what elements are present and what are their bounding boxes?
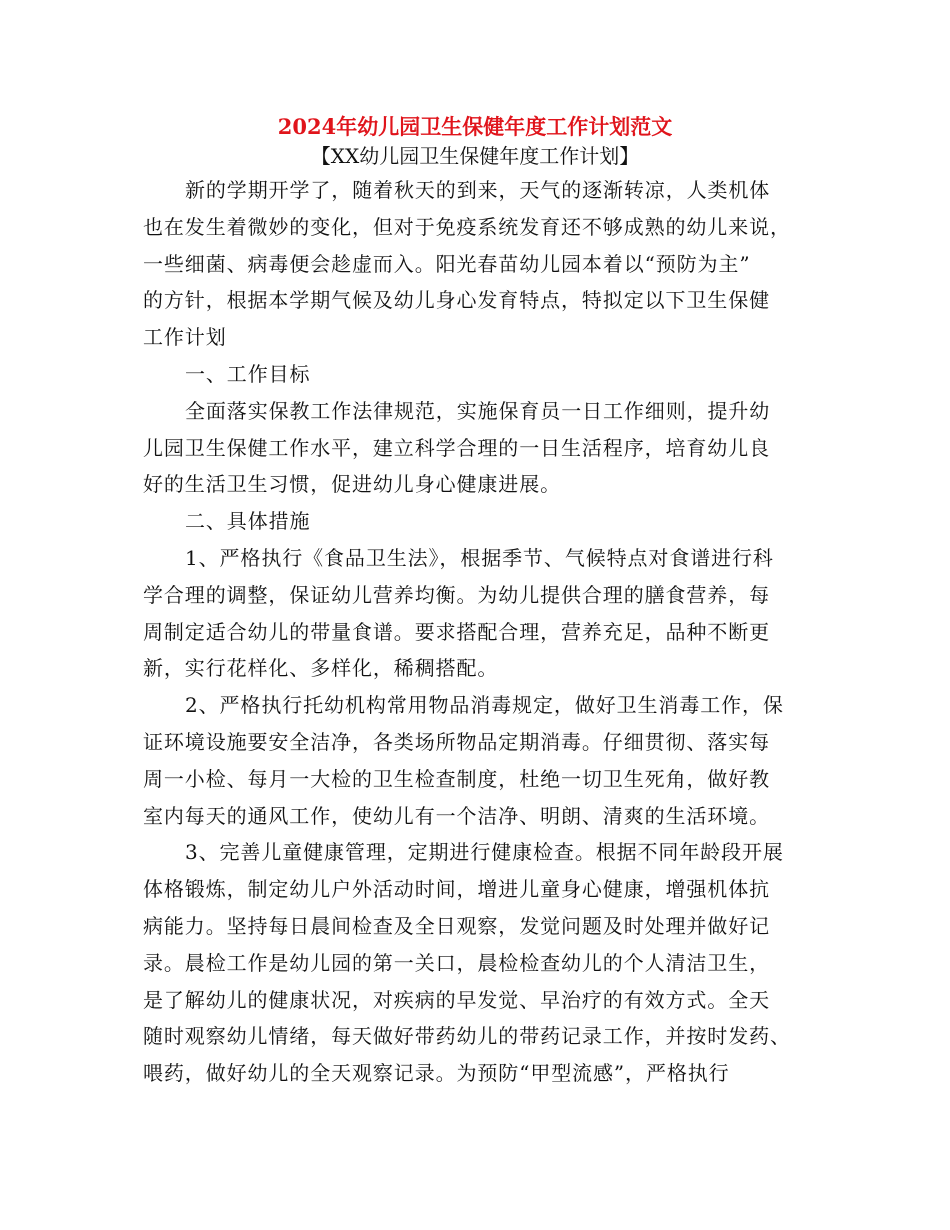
paragraph-measure-1-line: 周制定适合幼儿的带量食谱。要求搭配合理，营养充足，品种不断更: [143, 619, 770, 644]
paragraph-intro-line: 的方针，根据本学期气候及幼儿身心发育特点，特拟定以下卫生保健: [143, 288, 770, 313]
paragraph-measure-3-line: 3、完善儿童健康管理，定期进行健康检查。根据不同年龄段开展: [185, 840, 784, 865]
paragraph-measure-3-line: 病能力。坚持每日晨间检查及全日观察，发觉问题及时处理并做好记: [143, 913, 770, 938]
document-body: [143, 172, 807, 1092]
section-heading-goals: 一、工作目标: [185, 361, 311, 386]
paragraph-measure-1-line: 新，实行花样化、多样化，稀稠搭配。: [143, 656, 499, 681]
paragraph-intro-line: 工作计划: [143, 325, 227, 350]
paragraph-measure-2-line: 室内每天的通风工作，使幼儿有一个洁净、明朗、清爽的生活环境。: [143, 803, 770, 828]
document-title: 2024年幼儿园卫生保健年度工作计划范文: [277, 114, 673, 139]
paragraph-measure-3-line: 随时观察幼儿情绪，每天做好带药幼儿的带药记录工作，并按时发药、: [143, 1024, 791, 1049]
paragraph-intro-line: 新的学期开学了，随着秋天的到来，天气的逐渐转凉，人类机体: [185, 178, 771, 202]
paragraph-intro-line: 也在发生着微妙的变化，但对于免疫系统发育还不够成熟的幼儿来说，: [143, 214, 791, 239]
paragraph-measure-3-line: 喂药，做好幼儿的全天观察记录。为预防“甲型流感”，严格执行: [143, 1061, 730, 1086]
paragraph-measure-2-line: 证环境设施要安全洁净，各类场所物品定期消毒。仔细贯彻、落实每: [143, 729, 770, 754]
paragraph-measure-3-line: 录。晨检工作是幼儿园的第一关口，晨检检查幼儿的个人清洁卫生，: [143, 950, 770, 975]
paragraph-goals-line: 好的生活卫生习惯，促进幼儿身心健康进展。: [143, 472, 561, 497]
paragraph-intro-line: 一些细菌、病毒便会趁虚而入。阳光春苗幼儿园本着以“预防为主”: [143, 251, 751, 276]
section-heading-measures: 二、具体措施: [185, 509, 311, 534]
paragraph-measure-3-line: 体格锻炼，制定幼儿户外活动时间，增进儿童身心健康，增强机体抗: [143, 877, 770, 902]
document-subtitle: 【XX幼儿园卫生保健年度工作计划】: [310, 144, 640, 168]
paragraph-measure-1-line: 1、严格执行《食品卫生法》，根据季节、气候特点对食谱进行科: [185, 545, 774, 570]
paragraph-measure-2-line: 周一小检、每月一大检的卫生检查制度，杜绝一切卫生死角，做好教: [143, 766, 770, 791]
paragraph-goals-line: 全面落实保教工作法律规范，实施保育员一日工作细则，提升幼: [185, 398, 771, 423]
paragraph-measure-3-line: 是了解幼儿的健康状况，对疾病的早发觉、早治疗的有效方式。全天: [143, 987, 770, 1012]
paragraph-measure-1-line: 学合理的调整，保证幼儿营养均衡。为幼儿提供合理的膳食营养，每: [143, 582, 770, 607]
paragraph-goals-line: 儿园卫生保健工作水平，建立科学合理的一日生活程序，培育幼儿良: [143, 435, 770, 460]
paragraph-measure-2-line: 2、严格执行托幼机构常用物品消毒规定，做好卫生消毒工作，保: [185, 693, 784, 718]
